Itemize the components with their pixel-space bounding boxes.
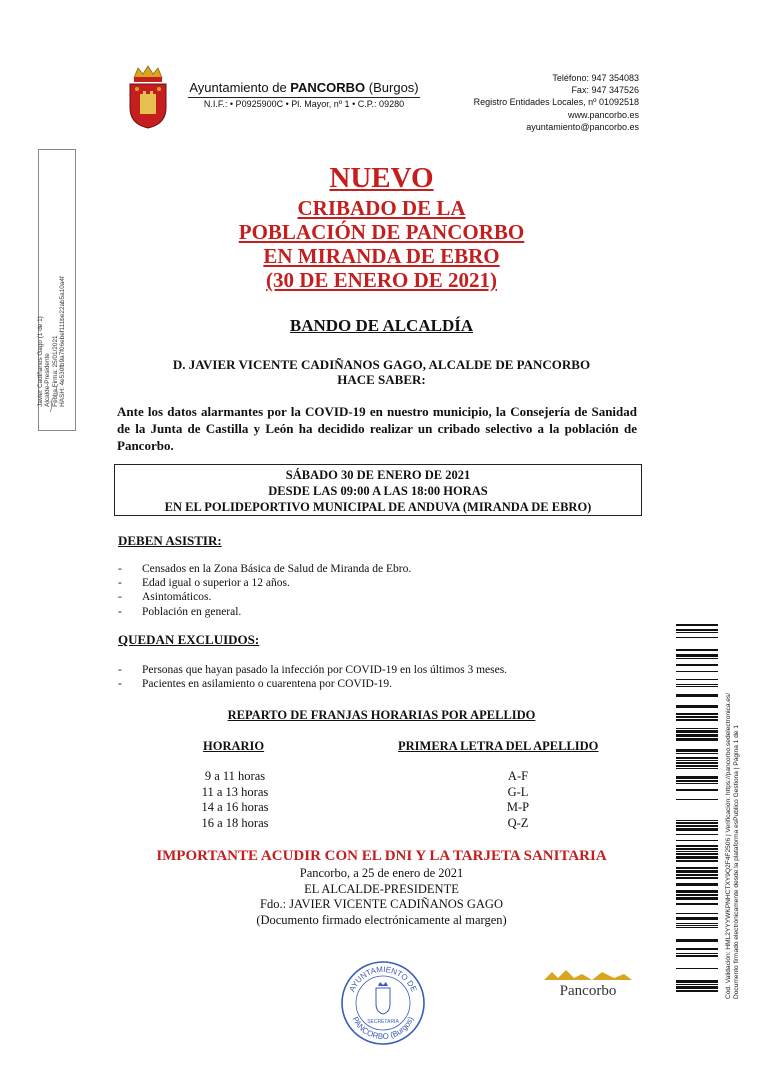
signature-line: Alcalde-Presidente xyxy=(44,353,52,407)
letra-header: PRIMERA LETRA DEL APELLIDO xyxy=(398,739,599,753)
validation-platform: Documento firmado electrónicamente desde la plataforma esPublico Gestiona | Página 1 de 1 xyxy=(733,724,740,999)
table-cell: G-L xyxy=(507,784,529,799)
table-cell: 14 a 16 horas xyxy=(201,800,269,814)
closing-block xyxy=(0,866,763,928)
municipal-seal-icon xyxy=(340,960,426,1046)
important-notice: IMPORTANTE ACUDIR CON EL DNI Y LA TARJETA SANITARIA xyxy=(156,848,607,864)
pancorbo-logo-icon xyxy=(540,966,636,1000)
contact-fax: Fax: 947 347526 xyxy=(571,85,639,96)
signature-line: Fecha Firma: 25/01/2021 xyxy=(52,335,59,407)
title-line: (30 DE ENERO DE 2021) xyxy=(265,268,497,292)
letra-column xyxy=(478,769,558,831)
closing-title: EL ALCALDE-PRESIDENTE xyxy=(304,881,459,896)
list-item: - Censados en la Zona Básica de Salud de Miranda de Ebro. xyxy=(118,562,411,576)
table-cell: 9 a 11 horas xyxy=(204,769,266,783)
logo-text: Pancorbo xyxy=(559,983,617,999)
alcalde-block xyxy=(0,357,763,387)
hace-saber: HACE SABER: xyxy=(337,372,426,387)
contact-email[interactable]: ayuntamiento@pancorbo.es xyxy=(526,121,639,132)
seal-top-text: AYUNTAMIENTO DE xyxy=(347,964,419,994)
location-line: EN EL POLIDEPORTIVO MUNICIPAL DE ANDUVA (MIRANDA DE EBRO) xyxy=(164,500,592,514)
deben-heading: DEBEN ASISTIR: xyxy=(118,533,222,548)
contact-registry: Registro Entidades Locales, nº 01092518 xyxy=(473,97,639,108)
table-cell: Q-Z xyxy=(507,815,529,830)
closing-date: Pancorbo, a 25 de enero de 2021 xyxy=(299,866,464,880)
horario-header: HORARIO xyxy=(203,739,265,753)
intro-paragraph: Ante los datos alarmantes por la COVID-19 en nuestro municipio, la Consejería de Sanidad de la Junta de Castilla y León ha decidido realizar un cribado selectivo a la población de Pancorbo. xyxy=(117,404,637,453)
org-title: Ayuntamiento de PANCORBO (Burgos) xyxy=(189,80,419,95)
closing-signed: Fdo.: JAVIER VICENTE CADIÑANOS GAGO xyxy=(260,897,503,911)
table-cell: A-F xyxy=(507,769,529,783)
excluidos-heading: QUEDAN EXCLUIDOS: xyxy=(118,632,260,647)
time-line: DESDE LAS 09:00 A LAS 18:00 HORAS xyxy=(268,484,488,498)
reparto-heading: REPARTO DE FRANJAS HORARIAS POR APELLIDO xyxy=(227,708,536,722)
list-item: - Pacientes en asilamiento o cuarentena por COVID-19. xyxy=(118,677,507,691)
validation-code[interactable]: Cód. Validación: HML2YYYWKPNHCTXY9Q2F4F2506 | Verificación: https://pancorbo.sedelectronica.es/ xyxy=(725,692,732,999)
list-item: - Personas que hayan pasado la infección por COVID-19 en los últimos 3 meses. xyxy=(118,663,507,677)
closing-note: (Documento firmado electrónicamente al margen) xyxy=(256,912,507,927)
contact-phone: Teléfono: 947 354083 xyxy=(552,73,639,83)
table-cell: M-P xyxy=(506,800,530,814)
title-line: EN MIRANDA DE EBRO xyxy=(263,244,500,268)
deben-list xyxy=(118,562,411,619)
table-cell: 16 a 18 horas xyxy=(201,815,269,830)
excluidos-list xyxy=(118,663,507,691)
list-item: - Población en general. xyxy=(118,605,411,619)
header-divider xyxy=(188,97,420,98)
barcode-icon xyxy=(676,624,718,996)
table-cell: 11 a 13 horas xyxy=(201,784,269,799)
coat-of-arms-icon xyxy=(126,64,170,130)
bando-heading: BANDO DE ALCALDÍA xyxy=(289,316,474,335)
alcalde-name: D. JAVIER VICENTE CADIÑANOS GAGO, ALCALDE DE PANCORBO xyxy=(172,357,591,372)
horario-column xyxy=(180,769,290,831)
validation-text xyxy=(725,689,741,999)
svg-text:AYUNTAMIENTO DE xyxy=(347,965,418,993)
title-nuevo: NUEVO xyxy=(329,162,434,194)
org-nif-line: N.I.F.: • P0925900C • Pl. Mayor, nº 1 • C.P.: 09280 xyxy=(203,99,405,109)
seal-center-text: SECRETARIA xyxy=(367,1019,399,1025)
signature-line: Javier Cadiñanos Gago (1 de 1) xyxy=(37,316,45,407)
list-item: - Edad igual o superior a 12 años. xyxy=(118,576,411,590)
title-line: CRIBADO DE LA xyxy=(297,196,466,220)
date-line: SÁBADO 30 DE ENERO DE 2021 xyxy=(285,468,471,482)
signature-line: HASH: 4e530fb9a7f06ebef111be22ab5a10a4f xyxy=(59,276,67,407)
title-line: POBLACIÓN DE PANCORBO xyxy=(238,220,525,244)
list-item: - Asintomáticos. xyxy=(118,590,411,604)
contact-block xyxy=(419,72,639,133)
contact-website[interactable]: www.pancorbo.es xyxy=(567,109,639,120)
seal-bottom-text: PANCORBO (Burgos) xyxy=(350,1015,416,1042)
date-box-text xyxy=(114,467,642,515)
